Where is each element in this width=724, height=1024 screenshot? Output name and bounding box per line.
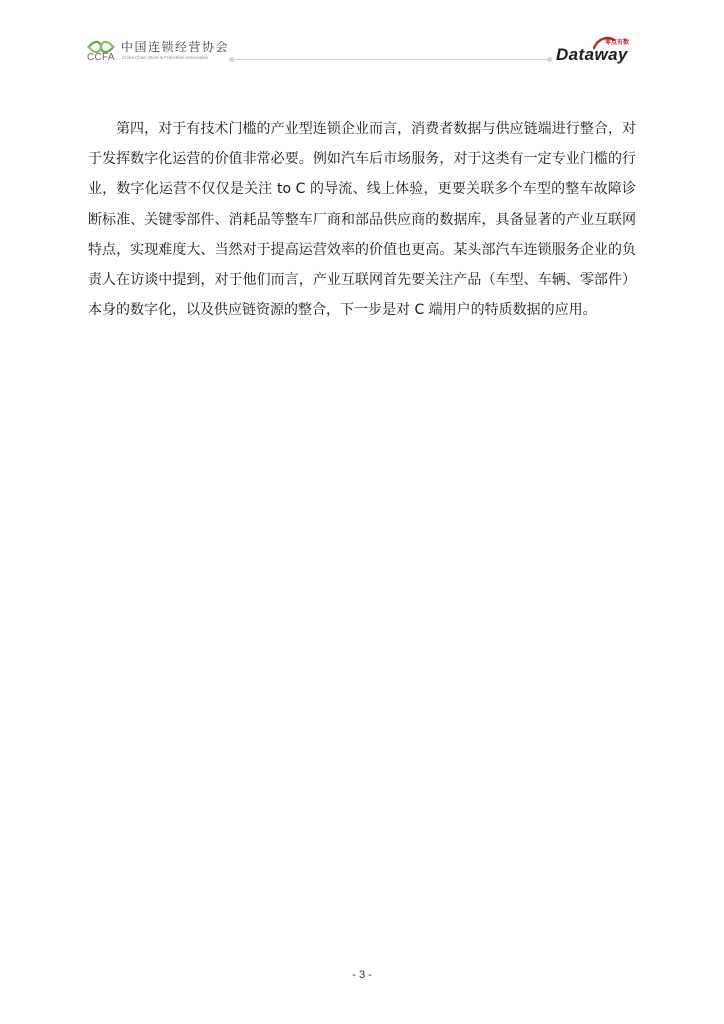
dataway-name-cn: 零点有数 [605,40,630,46]
ccfa-name-en: China Chain Store & Franchise Association [122,55,209,60]
header-divider [231,59,549,60]
dataway-logo-text: Dataway [556,45,628,64]
ccfa-abbreviation: CCFA [87,52,115,63]
divider-dot-right [547,57,552,62]
document-body [88,114,636,325]
page-header [0,0,724,75]
body-paragraph: 第四，对于有技术门槛的产业型连锁企业而言，消费者数据与供应链端进行整合，对于发挥数字化运营的价值非常必要。例如汽车后市场服务，对于这类有一定专业门槛的行业，数字化运营不仅仅是关注 to C 的导流、线上体验，更要关联多个车型的整车故障诊断标准、关键零部件、消耗品等整车厂商和部品供应商的数据库，具备显著的产业互联网特点，实现难度大、当然对于提高运营效率的价值也更高。某头部汽车连锁服务企业的负责人在访谈中提到，对于他们而言，产业互联网首先要关注产品（车型、车辆、零部件）本身的数字化，以及供应链资源的整合，下一步是对 C 端用户的特质数据的应用。 [88,121,636,319]
divider-dot-left [229,57,234,62]
ccfa-name-cn: 中国连锁经营协会 [121,40,230,54]
page-number: - 3 - [352,969,372,981]
